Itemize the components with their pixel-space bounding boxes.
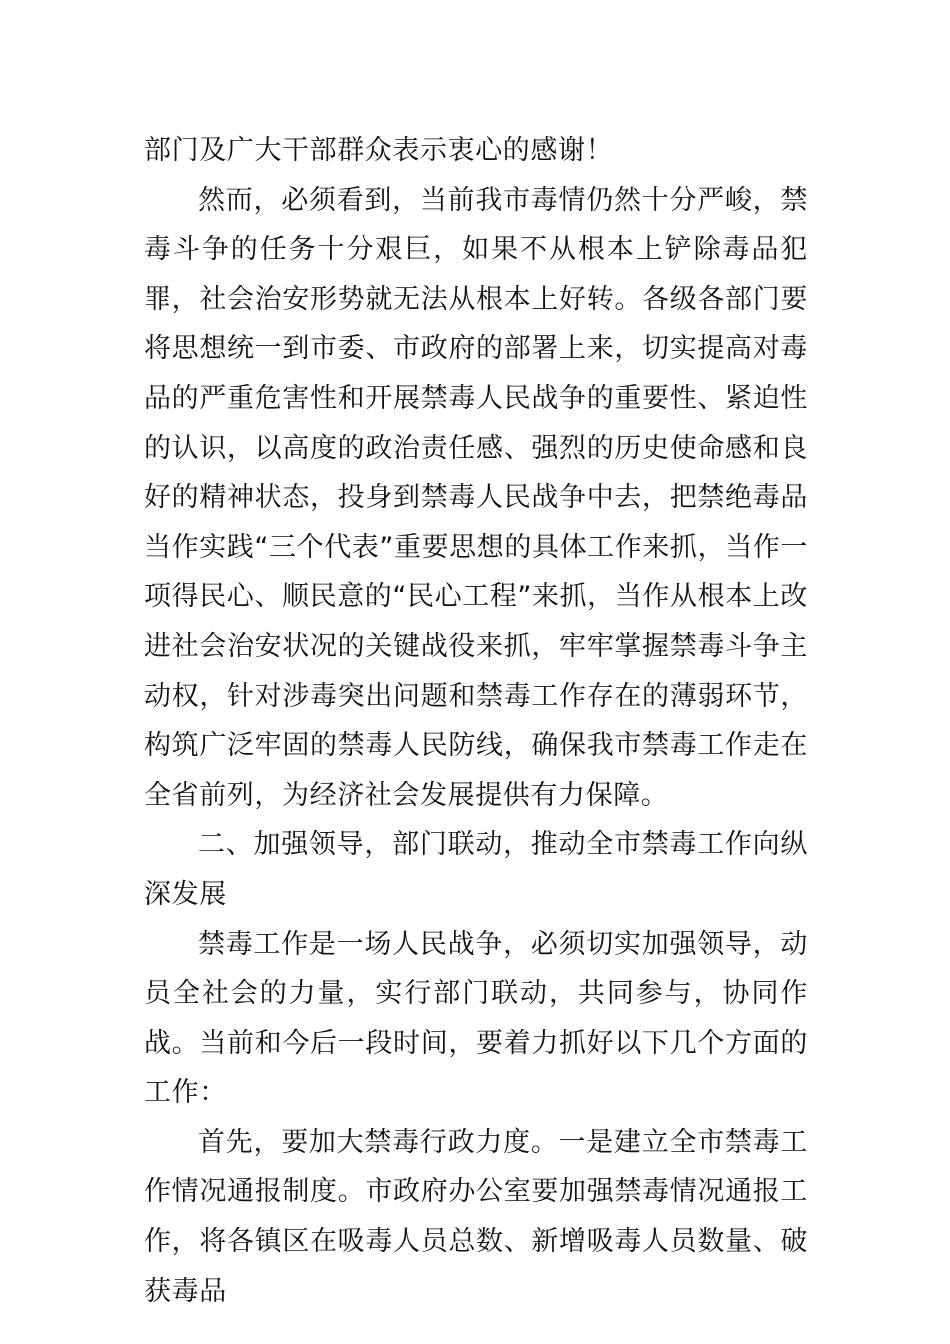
paragraph-closing-thanks: 部门及广大干部群众表示衷心的感谢！: [144, 135, 614, 166]
paragraph-drug-situation: 然而，必须看到，当前我市毒情仍然十分严峻，禁毒斗争的任务十分艰巨，如果不从根本上铲除毒品犯罪，社会治安形势就无法从根本上好转。各级各部门要将思想统一到市委、市政府的部署上来，切实提高对毒品的严重危害性和开展禁毒人民战争的重要性、紧迫性的认识，以高度的政治责任感、强烈的历史使命感和良好的精神状态，投身到禁毒人民战争中去，把禁绝毒品当作实践“三个代表”重要思想的具体工作来抓，当作一项得民心、顺民意的“民心工程”来抓，当作从根本上改进社会治安状况的关键战役来抓，牢牢掌握禁毒斗争主动权，针对涉毒突出问题和禁毒工作存在的薄弱环节，构筑广泛牢固的禁毒人民防线，确保我市禁毒工作走在全省前列，为经济社会发展提供有力保障。: [144, 184, 808, 811]
section-heading-two: 二、加强领导，部门联动，推动全市禁毒工作向纵深发展: [144, 829, 808, 910]
document-body: [144, 126, 808, 1316]
paragraph-peoples-war: 禁毒工作是一场人民战争，必须切实加强领导，动员全社会的力量，实行部门联动，共同参与，协同作战。当前和今后一段时间，要着力抓好以下几个方面的工作：: [144, 928, 808, 1109]
paragraph-administrative-efforts: 首先，要加大禁毒行政力度。一是建立全市禁毒工作情况通报制度。市政府办公室要加强禁毒情况通报工作，将各镇区在吸毒人员总数、新增吸毒人员数量、破获毒品: [144, 1126, 808, 1307]
